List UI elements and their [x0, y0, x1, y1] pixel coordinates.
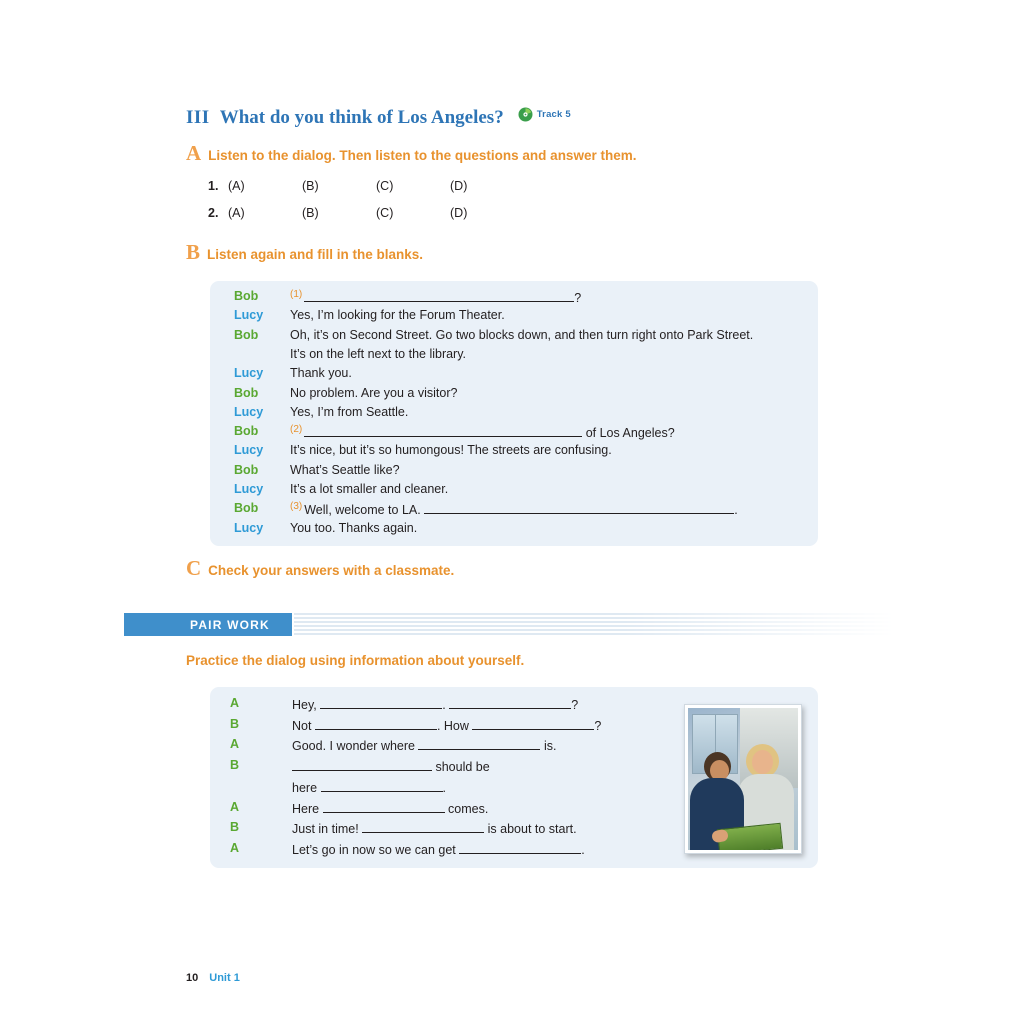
pair-text: should be [292, 758, 490, 776]
pair-speaker: A [230, 737, 240, 752]
dialog-speaker [234, 347, 290, 363]
pair-speaker: A [230, 840, 240, 855]
dialog-text: Oh, it’s on Second Street. Go two blocks down, and then turn right onto Park Street. [290, 327, 754, 342]
pair-line [230, 717, 601, 735]
task-a-letter: A [186, 141, 202, 165]
mc-option-1c[interactable]: (C) [376, 179, 394, 193]
dialog-line [234, 308, 505, 324]
photo-girl-face [752, 750, 773, 774]
mc-option-1a[interactable]: (A) [228, 179, 245, 193]
mc-number-2: 2. [208, 206, 219, 220]
dialog-text: $^{(2)}$ of Los Angeles? [290, 424, 675, 441]
dialog-text: What’s Seattle like? [290, 462, 400, 477]
task-c-text: Check your answers with a classmate. [208, 563, 455, 578]
pair-text: here . [292, 780, 446, 795]
dialog-speaker: Lucy [234, 443, 264, 458]
mc-option-2a[interactable]: (A) [228, 206, 245, 220]
task-b-text: Listen again and fill in the blanks. [207, 247, 424, 262]
dialog-text: It’s nice, but it’s so humongous! The streets are confusing. [290, 443, 612, 458]
blank-cue: (2) [290, 424, 303, 436]
dialog-panel [210, 281, 818, 546]
dialog-text: You too. Thanks again. [290, 520, 418, 535]
pair-speaker [230, 779, 292, 797]
page-footer [186, 972, 240, 984]
dialog-line [234, 521, 417, 537]
dialog-line [234, 289, 581, 307]
pair-work-tab [124, 613, 292, 636]
dialog-text: Thank you. [290, 366, 352, 381]
fill-in-blank[interactable] [323, 800, 445, 813]
fill-in-blank[interactable] [320, 696, 442, 709]
fill-in-blank[interactable] [315, 717, 437, 730]
pair-speaker: B [230, 820, 240, 835]
pair-line [230, 820, 577, 838]
task-c-letter: C [186, 556, 202, 580]
section-number: III [186, 107, 210, 128]
pair-speaker: B [230, 716, 240, 731]
unit-label: Unit 1 [209, 972, 240, 984]
fill-in-blank[interactable] [459, 841, 581, 854]
dialog-line [234, 386, 457, 402]
dialog-speaker: Lucy [234, 404, 264, 419]
mc-row-2 [208, 206, 524, 220]
fill-in-blank[interactable] [424, 501, 734, 514]
pair-text: Just in time! is about to start. [292, 822, 577, 837]
task-c-heading [186, 558, 454, 579]
pair-text: Good. I wonder where is. [292, 739, 557, 754]
pair-speaker: B [230, 758, 240, 773]
pair-text: Let’s go in now so we can get . [292, 842, 585, 857]
students-photo [684, 704, 802, 854]
banner-stripes [294, 613, 894, 636]
section-title: What do you think of Los Angeles? [219, 107, 504, 128]
dialog-line [234, 443, 612, 459]
dialog-line [234, 405, 408, 421]
task-b-heading [186, 242, 423, 263]
pair-speaker: A [230, 696, 240, 710]
fill-in-blank[interactable] [418, 737, 540, 750]
pair-line [230, 779, 446, 797]
audio-track[interactable] [518, 107, 571, 122]
pair-text: Not . How ? [292, 718, 602, 733]
pair-line [230, 696, 578, 714]
blank-cue: (3) [290, 501, 303, 513]
fill-in-blank[interactable] [321, 779, 443, 792]
mc-row-1 [208, 179, 524, 193]
pair-line [230, 758, 490, 776]
pair-work-label: PAIR WORK [190, 618, 270, 632]
dialog-line [234, 482, 448, 498]
dialog-line [234, 366, 352, 382]
pair-line [230, 841, 585, 859]
blank-cue: (1) [290, 289, 303, 300]
dialog-text: Yes, I’m looking for the Forum Theater. [290, 308, 505, 323]
dialog-speaker: Bob [234, 289, 259, 303]
mc-option-2b[interactable]: (B) [302, 206, 319, 220]
dialog-line [234, 347, 466, 363]
dialog-text: $^{(3)}$ Well, welcome to LA. . [290, 501, 738, 518]
pair-line [230, 737, 556, 755]
dialog-speaker: Bob [234, 501, 259, 516]
pair-work-banner [124, 613, 894, 636]
dialog-speaker: Lucy [234, 482, 264, 496]
mc-option-1b[interactable]: (B) [302, 179, 319, 193]
pair-speaker: A [230, 799, 240, 814]
pair-line [230, 800, 488, 818]
fill-in-blank[interactable] [362, 820, 484, 833]
dialog-line [234, 328, 753, 344]
dialog-speaker: Lucy [234, 308, 264, 323]
mc-option-1d[interactable]: (D) [450, 179, 468, 193]
dialog-speaker: Bob [234, 424, 259, 439]
dialog-speaker: Lucy [234, 520, 264, 535]
mc-option-2d[interactable]: (D) [450, 206, 468, 220]
task-a-text: Listen to the dialog. Then listen to the questions and answer them. [208, 148, 637, 163]
fill-in-blank[interactable] [304, 424, 582, 437]
task-a-heading [186, 143, 636, 164]
section-heading [186, 107, 571, 129]
fill-in-blank[interactable] [304, 289, 574, 302]
page-number: 10 [186, 972, 199, 984]
pair-text: Hey, . ? [292, 698, 579, 712]
track-label: Track 5 [536, 109, 571, 120]
audio-cd-icon [518, 107, 533, 122]
mc-option-2c[interactable]: (C) [376, 206, 394, 220]
dialog-text: No problem. Are you a visitor? [290, 385, 458, 400]
fill-in-blank[interactable] [472, 717, 594, 730]
dialog-speaker: Bob [234, 327, 259, 342]
dialog-speaker: Bob [234, 462, 259, 477]
fill-in-blank[interactable] [449, 696, 571, 709]
pair-text: Here comes. [292, 801, 489, 816]
dialog-text: $^{(1)}$ ? [290, 289, 582, 306]
mc-number-1: 1. [208, 179, 219, 193]
dialog-text: Yes, I’m from Seattle. [290, 404, 409, 419]
dialog-speaker: Bob [234, 385, 259, 400]
fill-in-blank[interactable] [292, 758, 432, 771]
photo-image [688, 708, 798, 850]
dialog-line [234, 501, 738, 519]
pair-work-instruction: Practice the dialog using information about yourself. [186, 653, 525, 668]
dialog-text: It’s on the left next to the library. [290, 346, 467, 361]
task-b-letter: B [186, 240, 201, 264]
dialog-text: It’s a lot smaller and cleaner. [290, 482, 449, 496]
dialog-line [234, 463, 400, 479]
dialog-speaker: Lucy [234, 366, 264, 381]
dialog-line [234, 424, 675, 442]
